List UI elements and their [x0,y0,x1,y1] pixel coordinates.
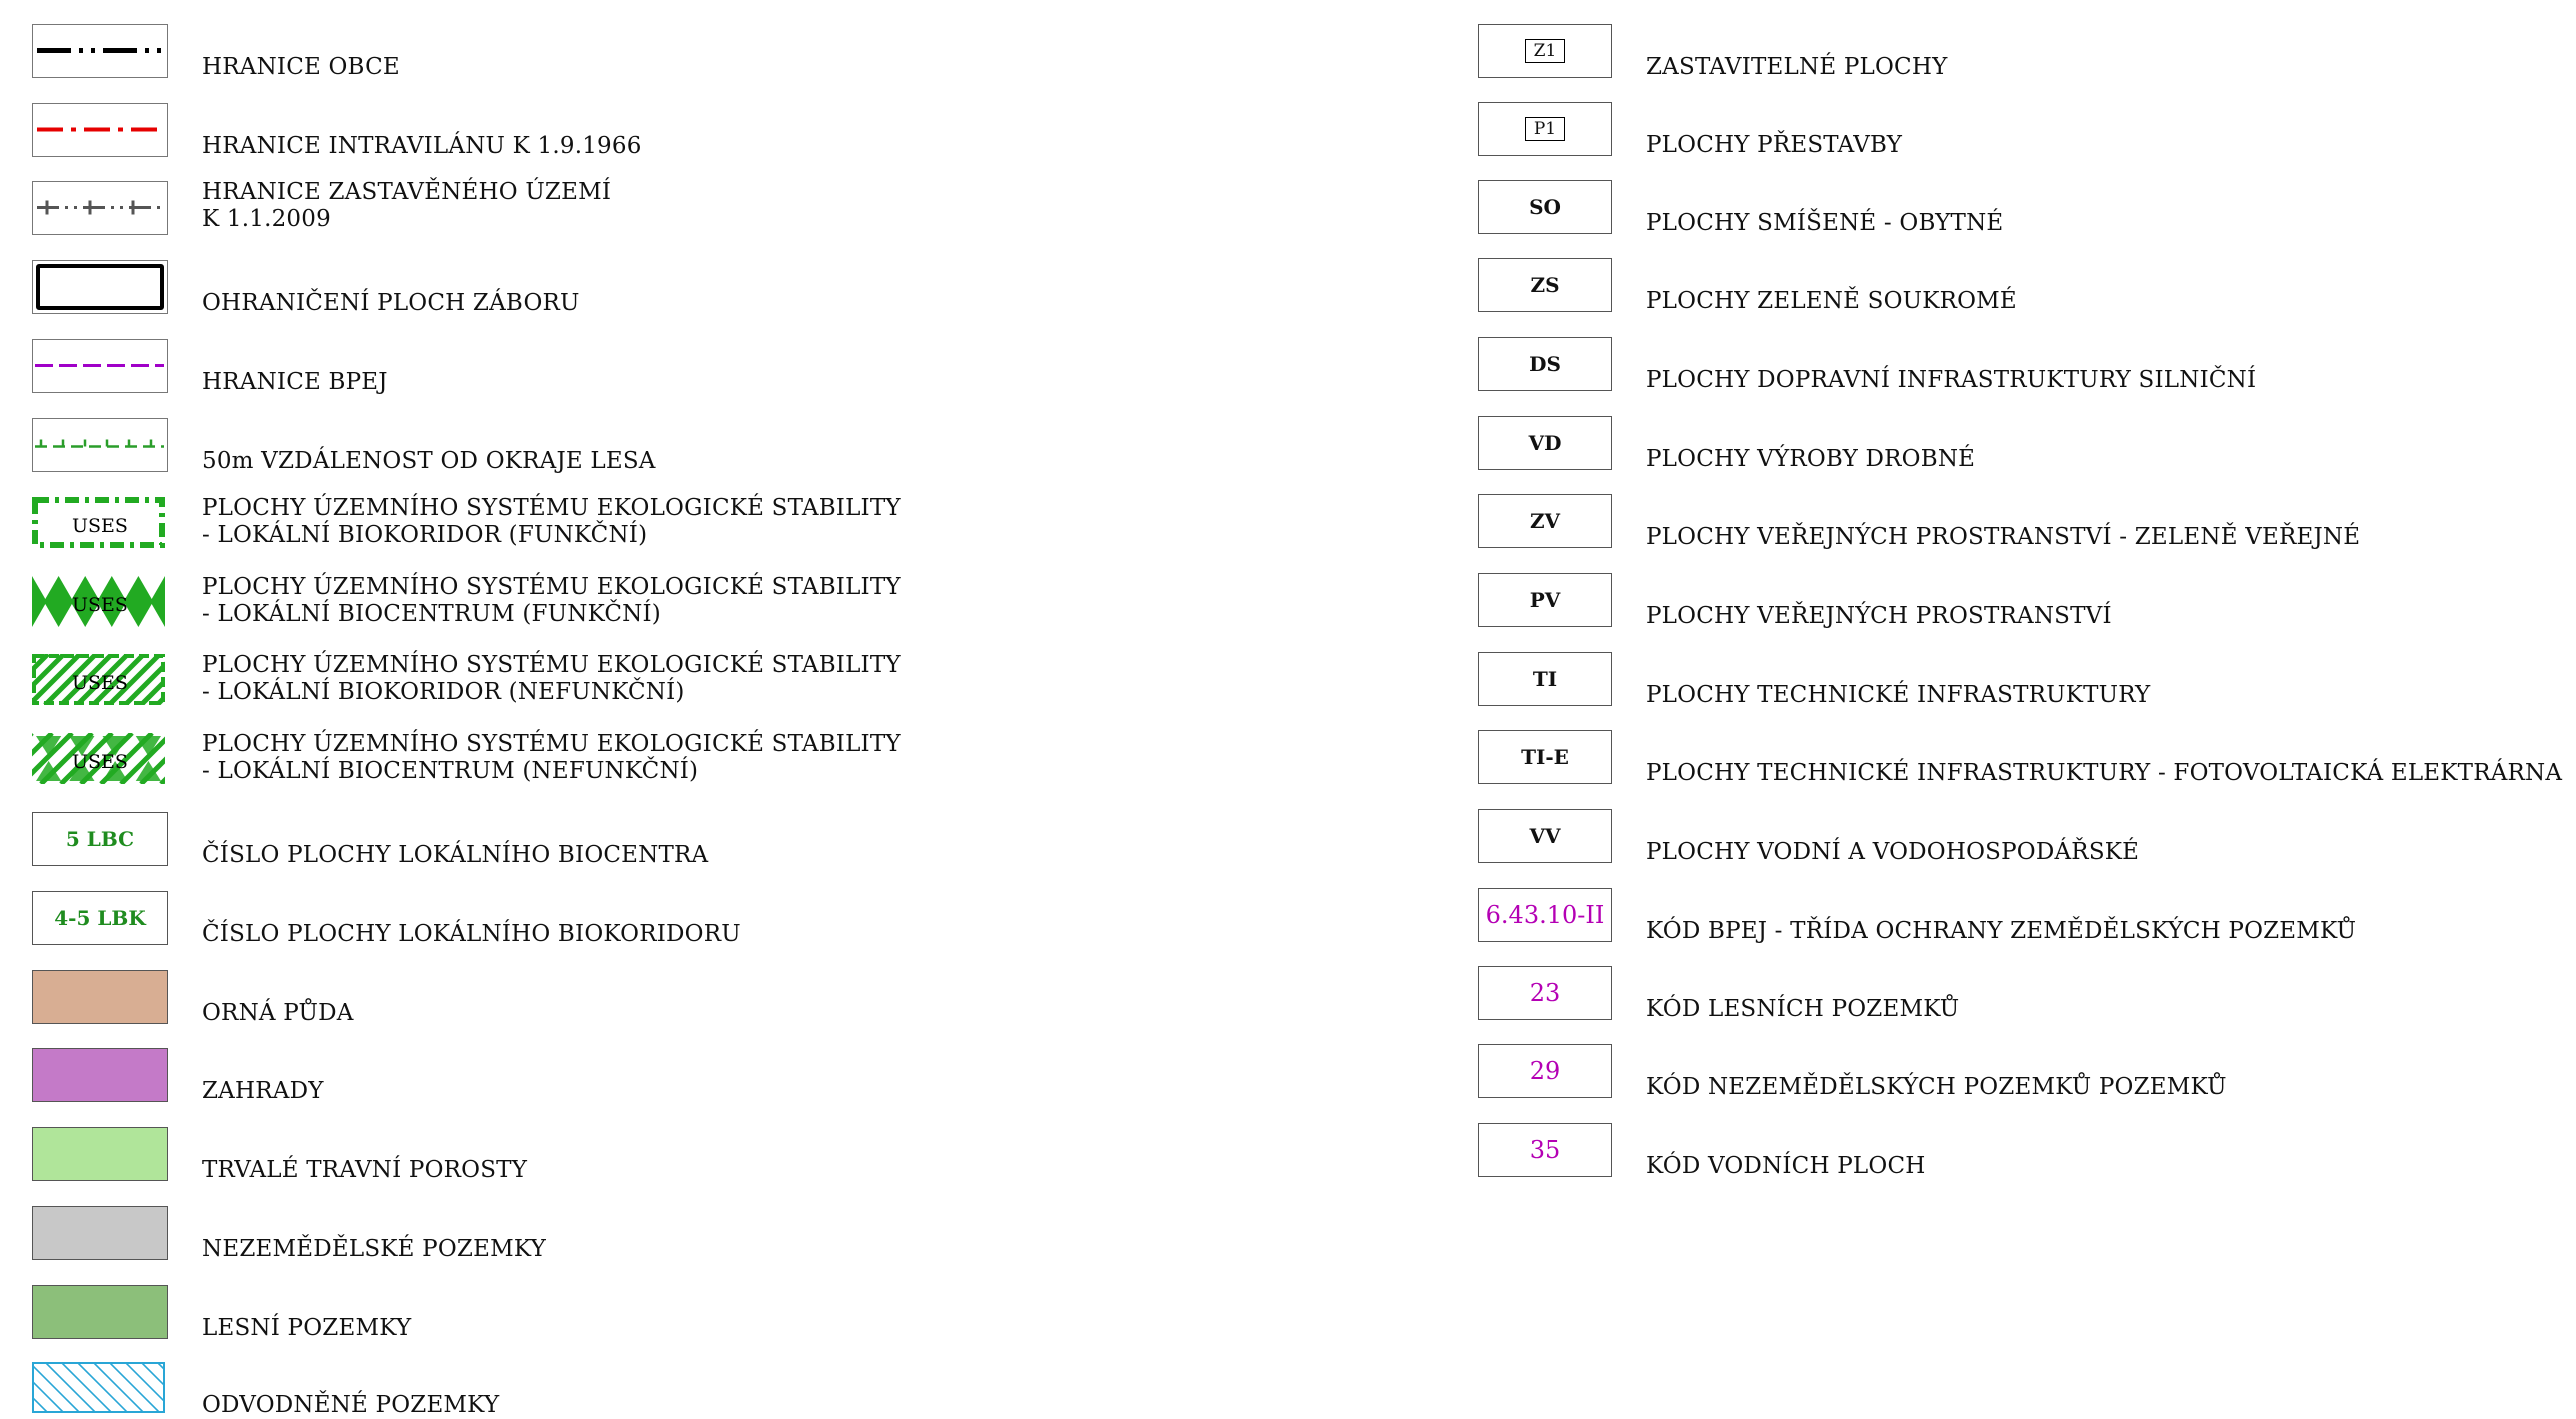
legend-symbol-code [1478,573,1612,627]
legend-label-line: ORNÁ PŮDA [202,1000,354,1026]
legend-code: 4-5 LBK [54,906,146,930]
legend-symbol-uses-biocentrum [32,576,168,630]
legend-label-line: HRANICE OBCE [202,54,400,80]
legend-label [1646,996,1959,1023]
legend-code: Z1 [1525,39,1566,63]
legend-label-line: ODVODNĚNÉ POZEMKY [202,1392,500,1418]
legend-label [1646,54,1947,81]
legend-code: VV [1529,824,1561,848]
legend-label [1646,603,2112,630]
legend-symbol-uses-biokoridor [32,497,168,551]
legend-label [1646,1153,1926,1180]
legend-code: DS [1529,352,1561,376]
legend-label-line: - LOKÁLNÍ BIOKORIDOR (FUNKČNÍ) [202,522,648,548]
legend-symbol-line-bpej [32,339,168,393]
legend-label-line: PLOCHY ZELENĚ SOUKROMÉ [1646,288,2017,314]
legend-symbol-line-zastaveneho [32,181,168,235]
legend-symbol-code-purple [1478,1044,1612,1098]
legend-symbol-line-les [32,418,168,472]
legend-label-line: OHRANIČENÍ PLOCH ZÁBORU [202,290,580,316]
legend-symbol-code-purple [1478,888,1612,942]
legend-label [202,1236,546,1263]
legend-label-line: TRVALÉ TRAVNÍ POROSTY [202,1157,528,1183]
legend-code: 5 LBC [65,827,135,851]
legend-label-line: PLOCHY ÚZEMNÍHO SYSTÉMU EKOLOGICKÉ STABILITY [202,495,901,521]
legend-label [202,1000,354,1027]
legend-label-line: PLOCHY ÚZEMNÍHO SYSTÉMU EKOLOGICKÉ STABILITY [202,652,901,678]
legend-label [202,1157,527,1184]
legend-code: ZS [1530,273,1560,297]
legend-label-line: PLOCHY ÚZEMNÍHO SYSTÉMU EKOLOGICKÉ STABILITY [202,731,901,757]
legend-label-line: LESNÍ POZEMKY [202,1315,412,1341]
legend-symbol-thick-box [32,260,168,314]
legend-label [202,921,741,948]
legend-label-line: 50m VZDÁLENOST OD OKRAJE LESA [202,448,656,474]
legend-label [1646,839,2139,866]
legend-label [202,179,611,233]
legend-symbol-code [1478,730,1612,784]
legend-label [202,731,901,785]
legend-symbol-code [1478,809,1612,863]
legend-label-line: PLOCHY DOPRAVNÍ INFRASTRUKTURY SILNIČNÍ [1646,367,2257,393]
legend-label [202,1315,411,1342]
legend-label-line: PLOCHY VEŘEJNÝCH PROSTRANSTVÍ - ZELENĚ VEŘEJNÉ [1646,524,2361,550]
legend-symbol-hatch-odvodnene [32,1362,168,1416]
legend-symbol-fill-zahrady [32,1048,168,1102]
legend-label [202,842,708,869]
legend-pattern [32,1362,165,1413]
legend-label [1646,367,2256,394]
legend-label [1646,1074,2227,1101]
legend-label-line: ZAHRADY [202,1078,324,1104]
legend-label-line: PLOCHY TECHNICKÉ INFRASTRUKTURY [1646,682,2151,708]
legend-symbol-line-intravilan [32,103,168,157]
legend-label-line: K 1.1.2009 [202,206,331,232]
legend-symbol-fill-orna [32,970,168,1024]
legend-symbol-fill-les [32,1285,168,1339]
legend-code: USES [72,672,128,694]
legend-label [202,574,901,628]
legend-label [1646,682,2150,709]
legend-pattern [33,182,166,233]
legend-label-line: KÓD NEZEMĚDĚLSKÝCH POZEMKŮ POZEMKŮ [1646,1074,2227,1100]
legend-code: USES [72,515,128,537]
legend-symbol-code [1478,494,1612,548]
legend-code: TI [1532,667,1558,691]
legend-label [202,1078,324,1105]
legend-label-line: PLOCHY VÝROBY DROBNÉ [1646,446,1976,472]
legend-label-line: ČÍSLO PLOCHY LOKÁLNÍHO BIOCENTRA [202,842,709,868]
legend-label [1646,524,2360,551]
legend-label [202,290,580,317]
legend-label [1646,760,2562,787]
legend-label-line: HRANICE BPEJ [202,369,388,395]
legend-label [202,133,642,160]
legend-label-line: - LOKÁLNÍ BIOCENTRUM (NEFUNKČNÍ) [202,758,699,784]
legend-label-line: KÓD LESNÍCH POZEMKŮ [1646,996,1960,1022]
legend-label-line: - LOKÁLNÍ BIOKORIDOR (NEFUNKČNÍ) [202,679,685,705]
legend-label-line: PLOCHY TECHNICKÉ INFRASTRUKTURY - FOTOVOLTAICKÁ ELEKTRÁRNA [1646,760,2563,786]
legend-label [1646,210,2003,237]
legend-code: 29 [1529,1057,1561,1085]
legend-pattern [33,104,166,155]
legend-label-line: - LOKÁLNÍ BIOCENTRUM (FUNKČNÍ) [202,601,661,627]
legend-code: TI-E [1521,745,1569,769]
legend-code: P1 [1525,117,1565,141]
legend-code: USES [72,751,128,773]
legend-label [1646,288,2017,315]
legend-symbol-code [1478,652,1612,706]
legend-label-line: PLOCHY VEŘEJNÝCH PROSTRANSTVÍ [1646,603,2112,629]
legend-label [1646,446,1975,473]
legend-symbol-code-green [32,891,168,945]
legend-label [1646,132,1902,159]
legend-pattern [33,419,166,470]
legend-symbol-code-purple [1478,966,1612,1020]
legend-code: 23 [1529,979,1561,1007]
legend-label [202,448,656,475]
legend-symbol-fill-nezem [32,1206,168,1260]
legend-code: USES [72,594,128,616]
legend-symbol-code-purple [1478,1123,1612,1177]
legend-symbol-code [1478,337,1612,391]
legend-label-line: KÓD BPEJ - TŘÍDA OCHRANY ZEMĚDĚLSKÝCH POZEMKŮ [1646,918,2357,944]
legend-label [202,369,388,396]
legend-code: ZV [1529,509,1561,533]
legend-symbol-uses-biokoridor-nef [32,654,168,708]
legend-label [202,652,901,706]
legend-label-line: ZASTAVITELNÉ PLOCHY [1646,54,1948,80]
legend-label-line: NEZEMĚDĚLSKÉ POZEMKY [202,1236,546,1262]
legend-code: PV [1529,588,1561,612]
legend-label-line: HRANICE INTRAVILÁNU K 1.9.1966 [202,133,642,159]
legend-label-line: PLOCHY VODNÍ A VODOHOSPODÁŘSKÉ [1646,839,2140,865]
legend-pattern [33,25,166,76]
thick-border-swatch [36,264,164,310]
legend-label [1646,918,2356,945]
legend-label-line: HRANICE ZASTAVĚNÉHO ÚZEMÍ [202,179,612,205]
legend-label-line: PLOCHY SMÍŠENÉ - OBYTNÉ [1646,210,2004,236]
legend-label-line: ČÍSLO PLOCHY LOKÁLNÍHO BIOKORIDORU [202,921,741,947]
legend-label-line: KÓD VODNÍCH PLOCH [1646,1153,1926,1179]
legend-pattern [33,340,166,391]
legend-label [202,54,400,81]
legend-symbol-code [1478,180,1612,234]
legend-symbol-line-obec [32,24,168,78]
legend-code: SO [1529,195,1561,219]
legend-code: 35 [1529,1136,1561,1164]
legend-symbol-code-green [32,812,168,866]
legend-symbol-fill-ttp [32,1127,168,1181]
legend-label [202,1392,499,1419]
legend-symbol-code [1478,258,1612,312]
legend-symbol-code [1478,416,1612,470]
legend-code: VD [1528,431,1562,455]
legend-symbol-uses-biocentrum-nef [32,733,168,787]
legend-label-line: PLOCHY ÚZEMNÍHO SYSTÉMU EKOLOGICKÉ STABILITY [202,574,901,600]
legend-symbol-box-code [1478,24,1612,78]
legend-label [202,495,901,549]
legend-code: 6.43.10-II [1485,901,1605,929]
legend-label-line: PLOCHY PŘESTAVBY [1646,132,1903,158]
legend-symbol-box-code [1478,102,1612,156]
